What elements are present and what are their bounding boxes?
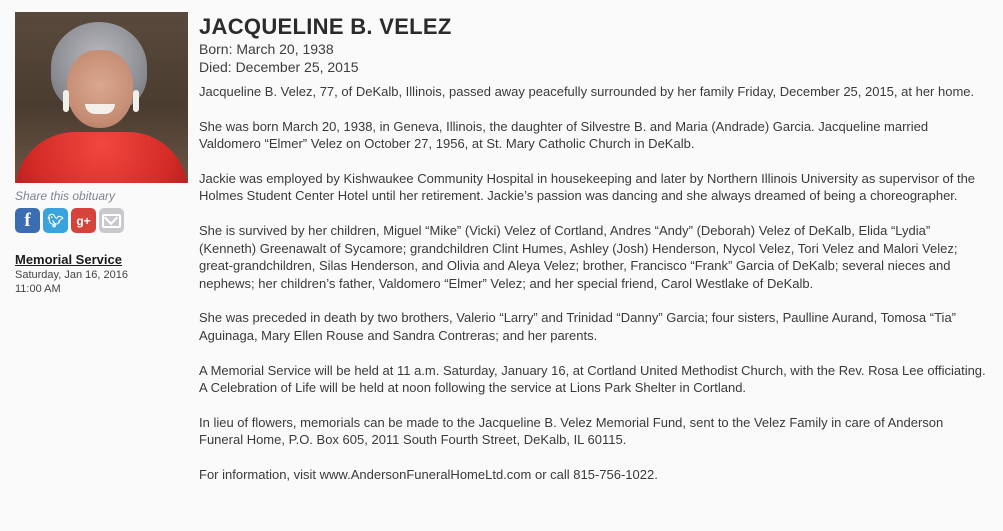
memorial-service-link[interactable]: Memorial Service	[15, 252, 122, 267]
obituary-paragraph: She is survived by her children, Miguel “Mike” (Vicki) Velez of Cortland, Andres “Andy” (Deborah) Velez of DeKalb, Elida “Lydia” (Kenneth) Greenawalt of Sycamore; grandchildren Clint Humes, Ashley (Josh) Henderson, Nycol Velez, Tori Velez and Malori Velez; great-grandchildren, Silas Henderson, and Olivia and Aleya Velez; brother, Francisco “Frank” Garcia of DeKalb; several nieces and nephews; her children’s father, Valdomero “Elmer” Velez; and her special friend, Carol Westlake of DeKalb.	[199, 222, 958, 291]
obituary-paragraph: Jackie was employed by Kishwaukee Community Hospital in housekeeping and later by Northern Illinois University as supervisor of the Holmes Student Center Hotel until her retirement. Jackie’s passion was dancing and she always dreamed of being a choreographer.	[199, 170, 976, 204]
email-icon[interactable]	[99, 208, 124, 233]
google-plus-icon[interactable]: g+	[71, 208, 96, 233]
obituary-paragraph: In lieu of flowers, memorials can be made to the Jacqueline B. Velez Memorial Fund, sent to the Velez Family in care of Anderson Funeral Home, P.O. Box 605, 2011 South Fourth Street, DeKalb, IL 60115.	[199, 414, 944, 448]
service-date: Saturday, Jan 16, 2016	[15, 269, 128, 281]
sidebar	[15, 12, 190, 295]
facebook-icon[interactable]: f	[15, 208, 40, 233]
deceased-name: JACQUELINE B. VELEZ	[199, 14, 452, 39]
portrait-photo	[15, 12, 188, 183]
obituary-paragraph: Jacqueline B. Velez, 77, of DeKalb, Illinois, passed away peacefully surrounded by her family Friday, December 25, 2015, at her home.	[199, 84, 975, 99]
share-icons	[15, 208, 190, 233]
twitter-icon[interactable]: 🐦︎	[43, 208, 68, 233]
obituary-content	[199, 14, 989, 501]
died-date: Died: December 25, 2015	[199, 59, 359, 75]
share-label: Share this obituary	[15, 189, 116, 203]
obituary-paragraph: A Memorial Service will be held at 11 a.m. Saturday, January 16, at Cortland United Methodist Church, with the Rev. Rosa Lee officiating. A Celebration of Life will be held at noon following the service at Lions Park Shelter in Cortland.	[199, 362, 986, 396]
obituary-paragraph: She was born March 20, 1938, in Geneva, Illinois, the daughter of Silvestre B. and Maria (Andrade) Garcia. Jacqueline married Valdomero “Elmer” Velez on October 27, 1956, at St. Mary Catholic Church in DeKalb.	[199, 118, 929, 152]
service-time: 11:00 AM	[15, 283, 61, 295]
born-date: Born: March 20, 1938	[199, 41, 334, 57]
obituary-paragraph: She was preceded in death by two brothers, Valerio “Larry” and Trinidad “Danny” Garcia; four sisters, Paulline Aurand, Tomosa “Tia” Aguinaga, Mary Ellen Rouse and Sandra Contreras; and her parents.	[199, 310, 957, 343]
obituary-paragraph: For information, visit www.AndersonFuneralHomeLtd.com or call 815-756-1022.	[199, 466, 658, 482]
